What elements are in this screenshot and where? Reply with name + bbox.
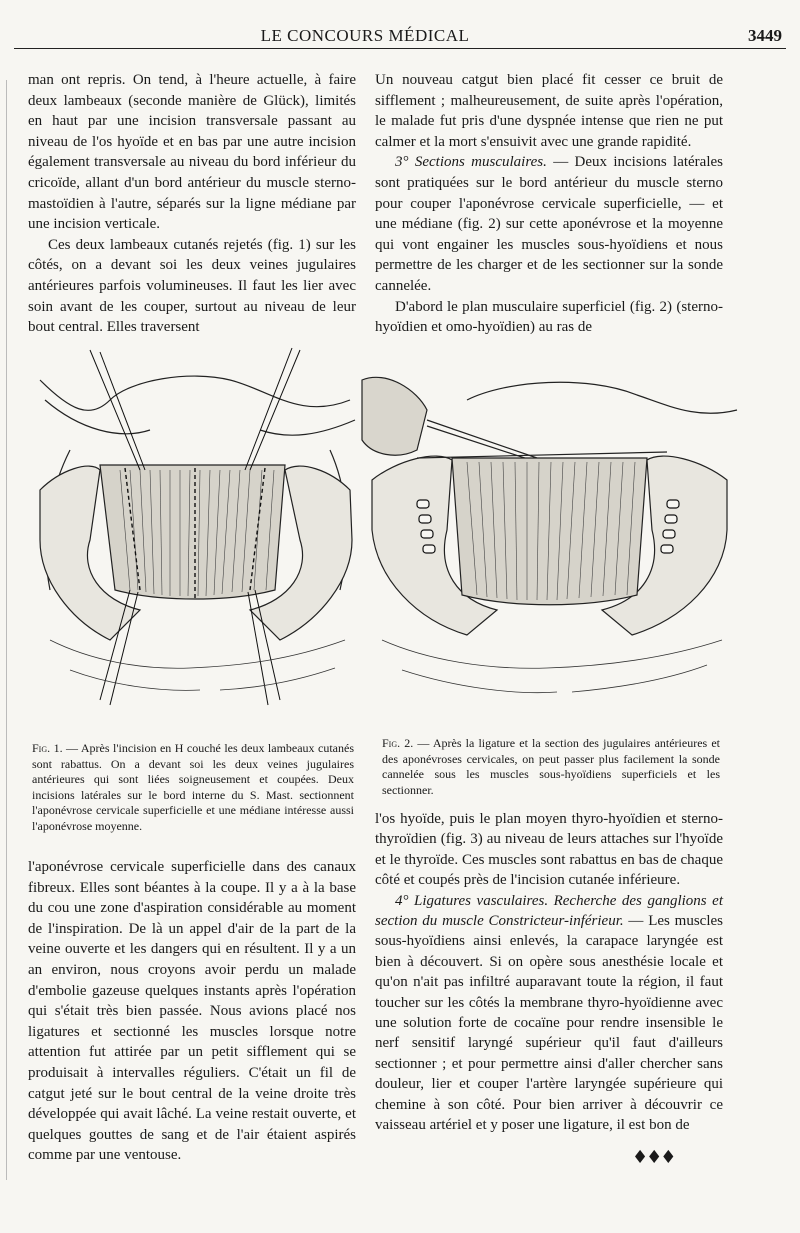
header-rule	[14, 48, 786, 49]
figure-2-illustration	[357, 340, 742, 725]
caption-label: Fig. 1.	[32, 741, 63, 755]
paragraph-body: — Les muscles sous-hyoïdiens ainsi enlevés, la carapace laryngée est bien à découvert. Si on opère sous anesthésie locale et qu'on n'ait pas infiltré auparavant toute la région, il faut toucher sur les côtés la membrane thyro-hyoïdienne avec une solution forte de cocaïne pour rendre insensible le nerf sensitif laryngé supérieur qu'il faut d'ailleurs sectionner ; et pour permettre ainsi d'aller chercher sans douleur, lier et couper l'artère laryngée supérieure qui chemine à son côté. Pour bien arriver à découvrir ce vaisseau artériel et y poser une ligature, il est bon de	[375, 913, 723, 1134]
paragraph: l'aponévrose cervicale superficielle dans des canaux fibreux. Elles sont béantes à la coupe. Il y a à la base du cou une zone d'aspiration considérable au moment de l'inspiration. De là un appel d'air de la part de la veine ouverte et les dangers qui en résultent. Il y a un an environ, nous croyons avoir perdu un malade d'embolie gazeuse quelques instants après l'opération qui s'était très bien passée. Nous avions placé nos ligatures et sectionné les muscles lorsque notre attention fut attirée par un petit sifflement qui se produisait à intervalles réguliers. C'était un fil de catgut jeté sur le bout central de la veine droite très développée qui avait lâché. La veine restait ouverte, et quelques gouttes de sang et de l'air étaient aspirés comme par une ventouse.	[28, 859, 356, 1164]
caption-text: — Après l'incision en H couché les deux lambeaux cutanés sont rabattus. On a devant soi les deux veines jugulaires antérieures qui sont liées soigneusement et coupées. Deux incisions latérales sur le bord interne du S. Mast. sectionnent l'aponévrose cervicale superficielle et une médiane intéresse aussi l'aponévrose moyenne.	[32, 741, 354, 833]
right-column-bottom	[375, 809, 723, 1136]
right-column-top	[375, 70, 723, 338]
margin-shadow	[6, 80, 7, 1180]
neck-surgery-fig2	[357, 340, 742, 725]
paragraph: Ces deux lambeaux cutanés rejetés (fig. 1) sur les côtés, on a devant soi les deux veines jugulaires antérieures parfois volumineuses. Il faut les lier avec soin avant de les couper, surtout au niveau de leur bout central. Elles traversent	[28, 236, 356, 336]
running-title: LE CONCOURS MÉDICAL	[260, 26, 470, 45]
paragraph: man ont repris. On tend, à l'heure actuelle, à faire deux lambeaux (seconde manière de Glück), limités en haut par une incision transversale passant au niveau de l'os hyoïde et en bas par une autre incision également transversale au niveau du bord inférieur du cricoïde, allant d'un bord antérieur du muscle sterno-mastoïdien à l'autre, séparés sur la ligne médiane par une incision verticale.	[28, 72, 356, 233]
section-heading: 3° Sections musculaires.	[395, 154, 547, 171]
caption-text: — Après la ligature et la section des jugulaires antérieures et des aponévroses cervicales, on peut passer plus facilement la sonde cannelée sous les muscles sous-hyoïdiens superficiels et les sectionner.	[382, 736, 720, 797]
paragraph	[375, 152, 723, 296]
end-ornament: ♦♦♦	[632, 1147, 675, 1168]
page-number: 3449	[748, 26, 782, 45]
figure-1-illustration	[30, 340, 360, 720]
paragraph: l'os hyoïde, puis le plan moyen thyro-hyoïdien et sterno-thyroïdien (fig. 3) au niveau de leurs attaches sur l'hyoïde et le thyroïde. Ces muscles sont rabattus en bas de chaque côté et coupés près de l'incision cutanée inférieure.	[375, 811, 723, 889]
left-column-top	[28, 70, 356, 338]
neck-surgery-fig1	[30, 340, 360, 720]
paragraph: D'abord le plan musculaire superficiel (fig. 2) (sterno-hyoïdien et omo-hyoïdien) au ras de	[375, 298, 723, 336]
figure-2-caption	[382, 736, 720, 798]
figure-1-caption	[32, 741, 354, 834]
paragraph-body: — Deux incisions latérales sont pratiquées sur le bord antérieur du muscle sterno pour couper l'aponévrose cervicale superficielle, — et une médiane (fig. 2) sur cette aponévrose et la moyenne qui vont engainer les muscles sous-hyoïdiens et nous permettre de les charger et de les sectionner sur la sonde cannelée.	[375, 154, 723, 294]
page-header	[0, 0, 800, 52]
caption-label: Fig. 2.	[382, 736, 414, 750]
section-heading: 4° Ligatures vasculaires. Recherche des ganglions et section du muscle Constricteur-inférieur.	[375, 892, 723, 930]
paragraph: Un nouveau catgut bien placé fit cesser ce bruit de sifflement ; malheureusement, de suite après l'opération, le malade fut pris d'une dyspnée intense que rien ne put calmer et la mort s'ensuivit avec une grande rapidité.	[375, 72, 723, 150]
left-column-bottom	[28, 857, 356, 1166]
paragraph	[375, 891, 723, 1136]
